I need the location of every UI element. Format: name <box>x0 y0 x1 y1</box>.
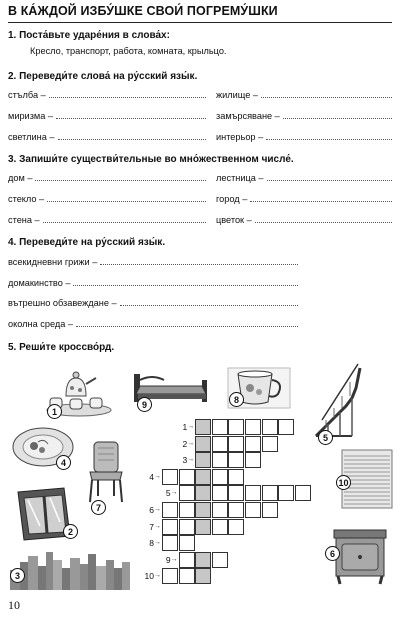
answer-line[interactable] <box>43 222 206 223</box>
crossword-cell[interactable] <box>262 419 278 435</box>
arrow-right-icon: → <box>187 423 195 430</box>
picture-number-2: 2 <box>63 524 78 539</box>
s2-right-label-3: интерьор – <box>216 132 264 142</box>
crossword-cell[interactable] <box>179 485 195 501</box>
crossword-clue-number-10: 10 <box>144 571 154 582</box>
crossword-cell[interactable] <box>195 519 211 535</box>
s3-left-label-2: стекло – <box>8 194 45 204</box>
s2-row-2-right <box>216 111 392 121</box>
answer-line[interactable] <box>76 326 298 327</box>
crossword-clue-number-8: 8 <box>149 538 154 549</box>
crossword-clue-number-6: 6 <box>149 505 154 515</box>
crossword-cell[interactable] <box>212 519 228 535</box>
s3-row-2-left <box>8 194 206 204</box>
s4-label-2: домакинство – <box>8 278 71 288</box>
s2-left-label-3: светлина – <box>8 132 55 142</box>
crossword-cell[interactable] <box>195 469 211 485</box>
crossword-cell[interactable] <box>195 419 211 435</box>
answer-line[interactable] <box>255 222 392 223</box>
answer-line[interactable] <box>47 201 206 202</box>
crossword-cell[interactable] <box>228 419 244 435</box>
s2-left-label-1: стълба – <box>8 90 46 100</box>
arrow-right-icon: → <box>187 439 195 447</box>
answer-line[interactable] <box>56 118 206 119</box>
staircase-icon <box>312 360 372 440</box>
crossword-cell[interactable] <box>212 485 228 501</box>
answer-line[interactable] <box>120 305 298 306</box>
crossword-cell[interactable] <box>228 436 244 452</box>
answer-line[interactable] <box>35 180 206 181</box>
arrow-right-icon: → <box>154 506 161 513</box>
s3-left-label-3: стена – <box>8 215 40 225</box>
crossword-cell[interactable] <box>245 502 261 518</box>
arrow-right-icon: → <box>154 472 161 480</box>
picture-number-7: 7 <box>91 500 106 515</box>
s3-right-label-3: цветок – <box>216 215 252 225</box>
crossword-cell[interactable] <box>162 535 178 551</box>
s3-left-label-1: дом – <box>8 173 33 183</box>
crossword-cell[interactable] <box>179 469 195 485</box>
nightstand-icon <box>332 528 388 584</box>
s3-row-3-right <box>216 215 392 225</box>
crossword-cell[interactable] <box>228 469 244 485</box>
arrow-right-icon: → <box>187 456 195 464</box>
arrow-right-icon: → <box>154 539 161 547</box>
crossword-cell[interactable] <box>195 436 211 452</box>
s2-row-2-left <box>8 111 206 121</box>
picture-number-4: 4 <box>56 455 71 470</box>
chair-icon <box>84 440 128 504</box>
s2-row-3-right <box>216 132 392 142</box>
crossword-cell[interactable] <box>212 502 228 518</box>
crossword-cell[interactable] <box>212 469 228 485</box>
answer-line[interactable] <box>73 285 298 286</box>
section-3-heading: 3. Запиши́те существи́тельные во мно́жественном числе́. <box>8 154 294 165</box>
crossword-cell[interactable] <box>179 568 195 584</box>
picture-number-1: 1 <box>47 404 62 419</box>
answer-line[interactable] <box>100 264 298 265</box>
picture-number-6: 6 <box>325 546 340 561</box>
crossword-cell[interactable] <box>228 485 244 501</box>
arrow-right-icon: → <box>154 572 161 580</box>
crossword-cell[interactable] <box>195 485 211 501</box>
page-number: 10 <box>8 598 20 612</box>
answer-line[interactable] <box>261 97 392 98</box>
s3-right-label-2: город – <box>216 194 248 204</box>
arrow-right-icon: → <box>170 489 178 497</box>
s4-row-1 <box>8 257 298 267</box>
crossword-cell[interactable] <box>195 502 211 518</box>
crossword-cell[interactable] <box>212 419 228 435</box>
crossword-cell[interactable] <box>162 519 178 535</box>
crossword-cell[interactable] <box>245 485 261 501</box>
crossword-cell[interactable] <box>262 436 278 452</box>
picture-number-5: 5 <box>318 430 333 445</box>
crossword-cell[interactable] <box>245 419 261 435</box>
s3-row-2-right <box>216 194 392 204</box>
answer-line[interactable] <box>266 139 392 140</box>
answer-line[interactable] <box>58 139 206 140</box>
s3-row-1-left <box>8 173 206 183</box>
crossword-cell[interactable] <box>212 452 228 468</box>
crossword-cell[interactable] <box>245 452 261 468</box>
s2-row-3-left <box>8 132 206 142</box>
crossword-cell[interactable] <box>162 568 178 584</box>
section-2-heading: 2. Переведи́те слова́ на ру́сский язы́к. <box>8 71 198 82</box>
crossword-clue-number-2: 2 <box>182 438 188 449</box>
crossword-cell[interactable] <box>228 502 244 518</box>
crossword-clue-number-1: 1 <box>182 422 188 432</box>
crossword-cell[interactable] <box>278 485 294 501</box>
picture-number-3: 3 <box>10 568 25 583</box>
answer-line[interactable] <box>49 97 206 98</box>
arrow-right-icon: → <box>170 555 178 563</box>
s2-right-label-1: жилище – <box>216 90 258 100</box>
crossword-cell[interactable] <box>212 436 228 452</box>
picture-number-10: 10 <box>336 475 351 490</box>
crossword-cell[interactable] <box>228 519 244 535</box>
answer-line[interactable] <box>250 201 392 202</box>
picture-number-9: 9 <box>137 397 152 412</box>
section-4-heading: 4. Переведи́те на ру́сский язы́к. <box>8 237 166 248</box>
answer-line[interactable] <box>283 118 392 119</box>
s4-label-4: околна среда – <box>8 319 73 329</box>
crossword-cell[interactable] <box>162 502 178 518</box>
s3-row-3-left <box>8 215 206 225</box>
s2-left-label-2: миризма – <box>8 111 53 121</box>
s4-row-3 <box>8 298 298 308</box>
s4-label-1: всекидневни грижи – <box>8 257 98 267</box>
s3-row-1-right <box>216 173 392 183</box>
crossword-clue-number-4: 4 <box>149 471 154 482</box>
crossword-cell[interactable] <box>278 419 294 435</box>
crossword-cell[interactable] <box>195 452 211 468</box>
title-underline <box>8 22 392 23</box>
s2-row-1-left <box>8 90 206 100</box>
crossword-cell[interactable] <box>195 552 211 568</box>
crossword-clue-number-5: 5 <box>165 488 171 499</box>
crossword-cell[interactable] <box>195 568 211 584</box>
crossword-cell[interactable] <box>262 502 278 518</box>
s4-row-2 <box>8 278 298 288</box>
section-1-heading: 1. Поста́вьте ударе́ния в слова́х: <box>8 30 170 41</box>
s4-row-4 <box>8 319 298 329</box>
city-skyline-icon <box>10 552 130 590</box>
picture-number-8: 8 <box>229 392 244 407</box>
crossword-clue-number-7: 7 <box>149 521 154 532</box>
crossword-cell[interactable] <box>179 535 195 551</box>
crossword-cell[interactable] <box>179 519 195 535</box>
crossword-cell[interactable] <box>179 502 195 518</box>
crossword-cell[interactable] <box>228 452 244 468</box>
page-title: В КА́ЖДОЙ ИЗБУ́ШКЕ СВОИ́ ПОГРЕМУ́ШКИ <box>8 4 278 18</box>
crossword-cell[interactable] <box>162 469 178 485</box>
s2-right-label-2: замърсяване – <box>216 111 280 121</box>
s3-right-label-1: лестница – <box>216 173 264 183</box>
crossword-cell[interactable] <box>295 485 311 501</box>
crossword-clue-number-9: 9 <box>165 554 171 565</box>
arrow-right-icon: → <box>154 522 161 530</box>
crossword-cell[interactable] <box>262 485 278 501</box>
section-1-words: Кресло, транспорт, работа, комната, крыльцо. <box>30 46 227 56</box>
s4-label-3: вътрешно обзавеждане – <box>8 298 117 308</box>
crossword-cell[interactable] <box>212 552 228 568</box>
s2-row-1-right <box>216 90 392 100</box>
crossword-cell[interactable] <box>245 436 261 452</box>
crossword-cell[interactable] <box>179 552 195 568</box>
section-5-heading: 5. Реши́те кроссво́рд. <box>8 342 115 353</box>
answer-line[interactable] <box>267 180 392 181</box>
crossword-clue-number-3: 3 <box>182 455 188 466</box>
